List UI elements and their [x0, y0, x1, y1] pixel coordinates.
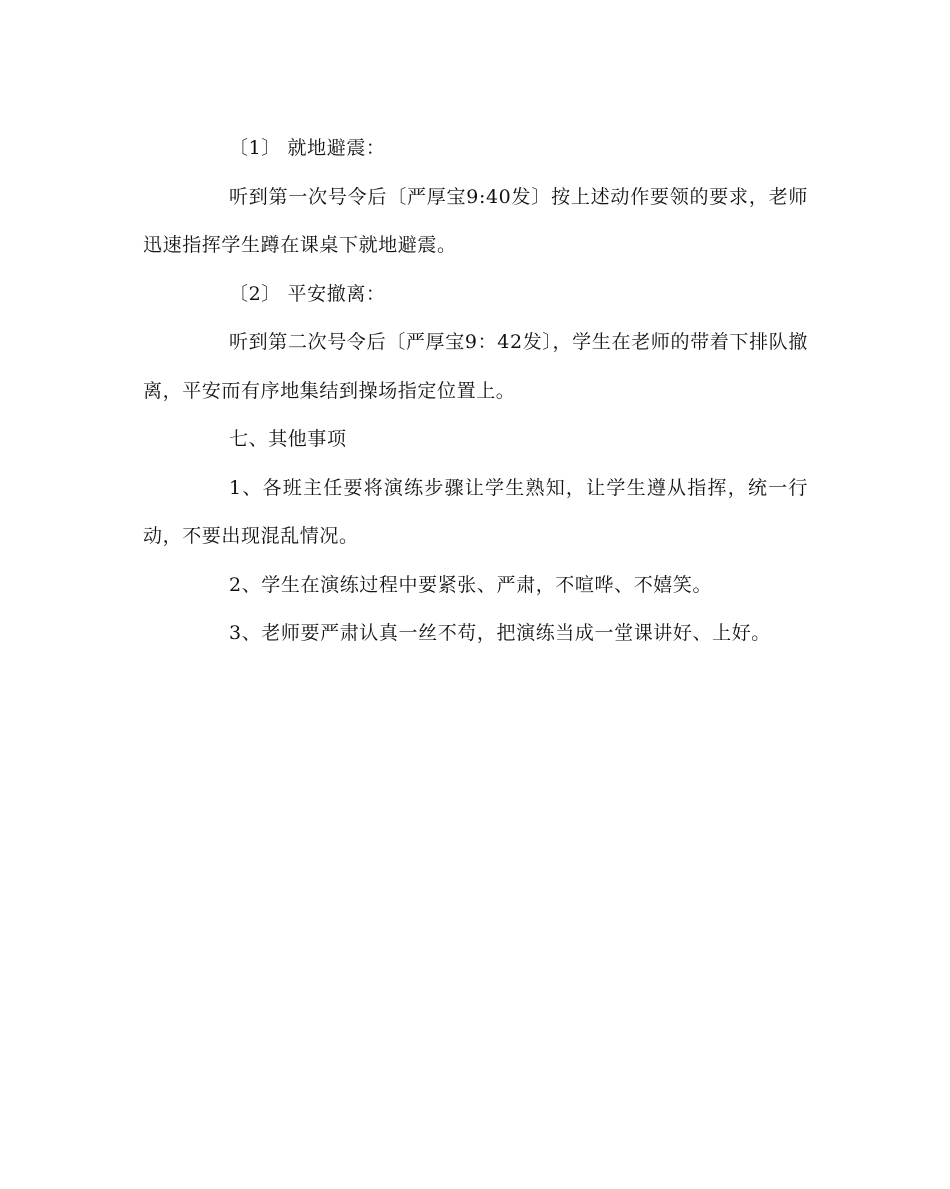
paragraph-first-signal: 听到第一次号令后〔严厚宝9:40发〕按上述动作要领的要求，老师迅速指挥学生蹲在课桌下就地避震。: [143, 185, 808, 256]
subheading-earthquake-shelter: 〔1〕 就地避震：: [229, 137, 386, 159]
document-body: [143, 124, 808, 658]
section-heading-other-matters: 七、其他事项: [229, 428, 347, 450]
paragraph-second-signal: 听到第二次号令后〔严厚宝9：42发〕，学生在老师的带着下排队撤离，平安而有序地集结到操场指定位置上。: [143, 331, 808, 402]
list-item-1: 1、各班主任要将演练步骤让学生熟知，让学生遵从指挥，统一行动，不要出现混乱情况。: [143, 476, 808, 547]
list-item-2: 2、学生在演练过程中要紧张、严肃，不喧哗、不嬉笑。: [229, 573, 713, 596]
subheading-safe-evacuation: 〔2〕 平安撤离：: [229, 282, 386, 305]
list-item-3: 3、老师要严肃认真一丝不苟，把演练当成一堂课讲好、上好。: [229, 622, 771, 644]
